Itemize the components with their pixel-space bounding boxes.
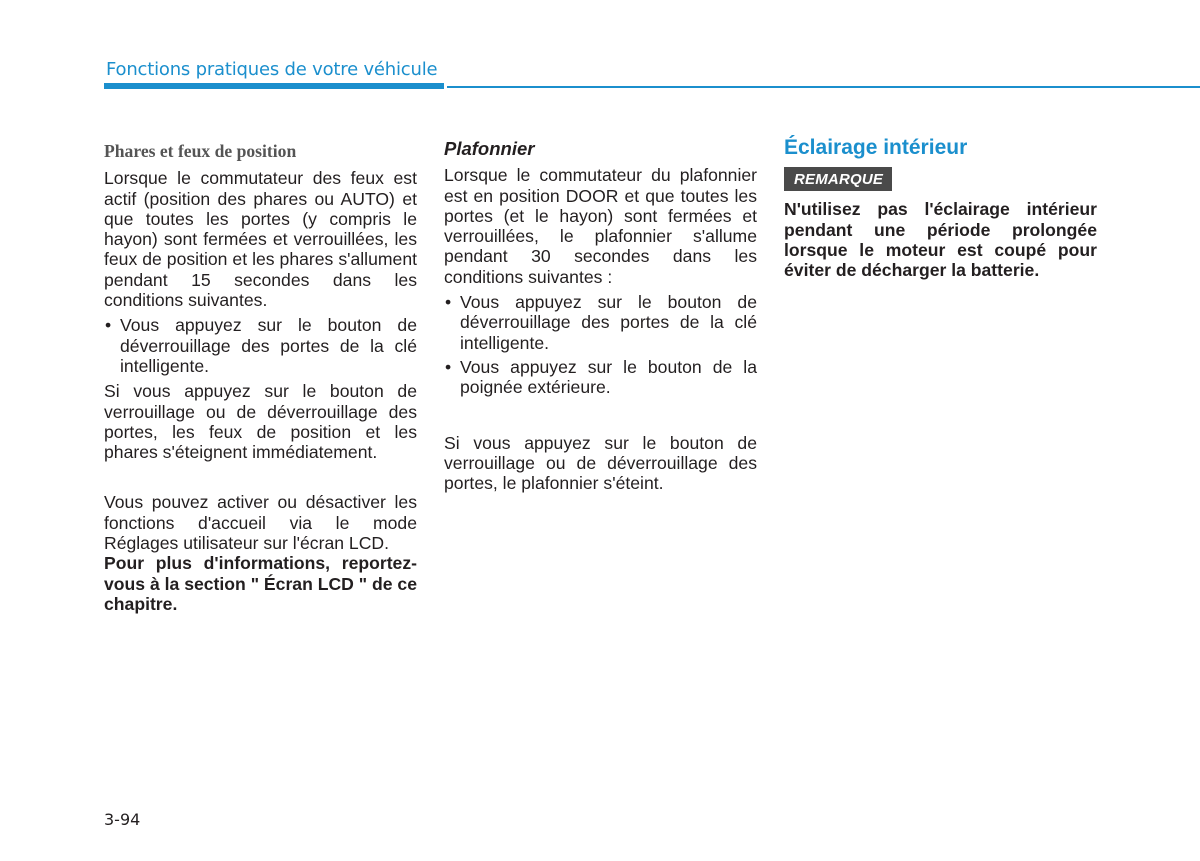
section-heading-interior-lighting: Éclairage intérieur (784, 136, 968, 159)
paragraph-bold-reference: Pour plus d'informations, reportez-vous à la section " Écran LCD " de ce chapitre. (104, 553, 417, 614)
header-rule-thick (104, 83, 444, 89)
column-ceiling-light (444, 138, 757, 493)
paragraph: Lorsque le commutateur du plafonnier est en position DOOR et que toutes les portes (et le hayon) sont fermées et verrouillées, le plafonnier s'allume pendant 30 secondes dans les conditions suivantes : (444, 165, 757, 287)
bullet-list (104, 315, 417, 376)
paragraph: Si vous appuyez sur le bouton de verrouillage ou de déverrouillage des portes, le plafonnier s'éteint. (444, 432, 757, 494)
note-text: N'utilisez pas l'éclairage intérieur pendant une période prolongée lorsque le moteur est coupé pour éviter de décharger la batterie. (784, 199, 1097, 281)
list-item-text: Vous appuyez sur le bouton de la poignée extérieure. (460, 356, 757, 398)
header-title: Fonctions pratiques de votre véhicule (106, 59, 438, 80)
list-item (104, 315, 417, 376)
bullet-icon: • (445, 356, 452, 377)
bullet-list (444, 292, 757, 397)
paragraph: Si vous appuyez sur le bouton de verrouillage ou de déverrouillage des portes, les feux de position et les phares s'éteignent immédiatement. (104, 381, 417, 463)
column-interior-lighting (784, 138, 1097, 280)
list-item (444, 357, 757, 398)
column-headlights (104, 138, 417, 614)
list-item-text: Vous appuyez sur le bouton de déverrouillage des portes de la clé intelligente. (120, 315, 417, 376)
list-item (444, 292, 757, 353)
header-rule-thin (447, 86, 1200, 88)
paragraph: Lorsque le commutateur des feux est actif (position des phares ou AUTO) et que toutes les portes (y compris le hayon) sont fermées et verrouillées, les feux de position et les phares s'allument pendant 15 secondes dans les conditions suivantes. (104, 168, 417, 311)
paragraph: Vous pouvez activer ou désactiver les fonctions d'accueil via le mode Réglages utilisateur sur l'écran LCD. (104, 492, 417, 554)
list-item-text: Vous appuyez sur le bouton de déverrouillage des portes de la clé intelligente. (460, 292, 757, 353)
bullet-icon: • (105, 315, 112, 336)
page-number: 3-94 (104, 810, 141, 829)
spacer (444, 403, 757, 433)
section-heading-ceiling-light: Plafonnier (444, 138, 535, 159)
spacer (104, 462, 417, 492)
section-heading-headlights: Phares et feux de position (104, 141, 297, 161)
note-badge: REMARQUE (784, 167, 892, 191)
bullet-icon: • (445, 292, 452, 313)
